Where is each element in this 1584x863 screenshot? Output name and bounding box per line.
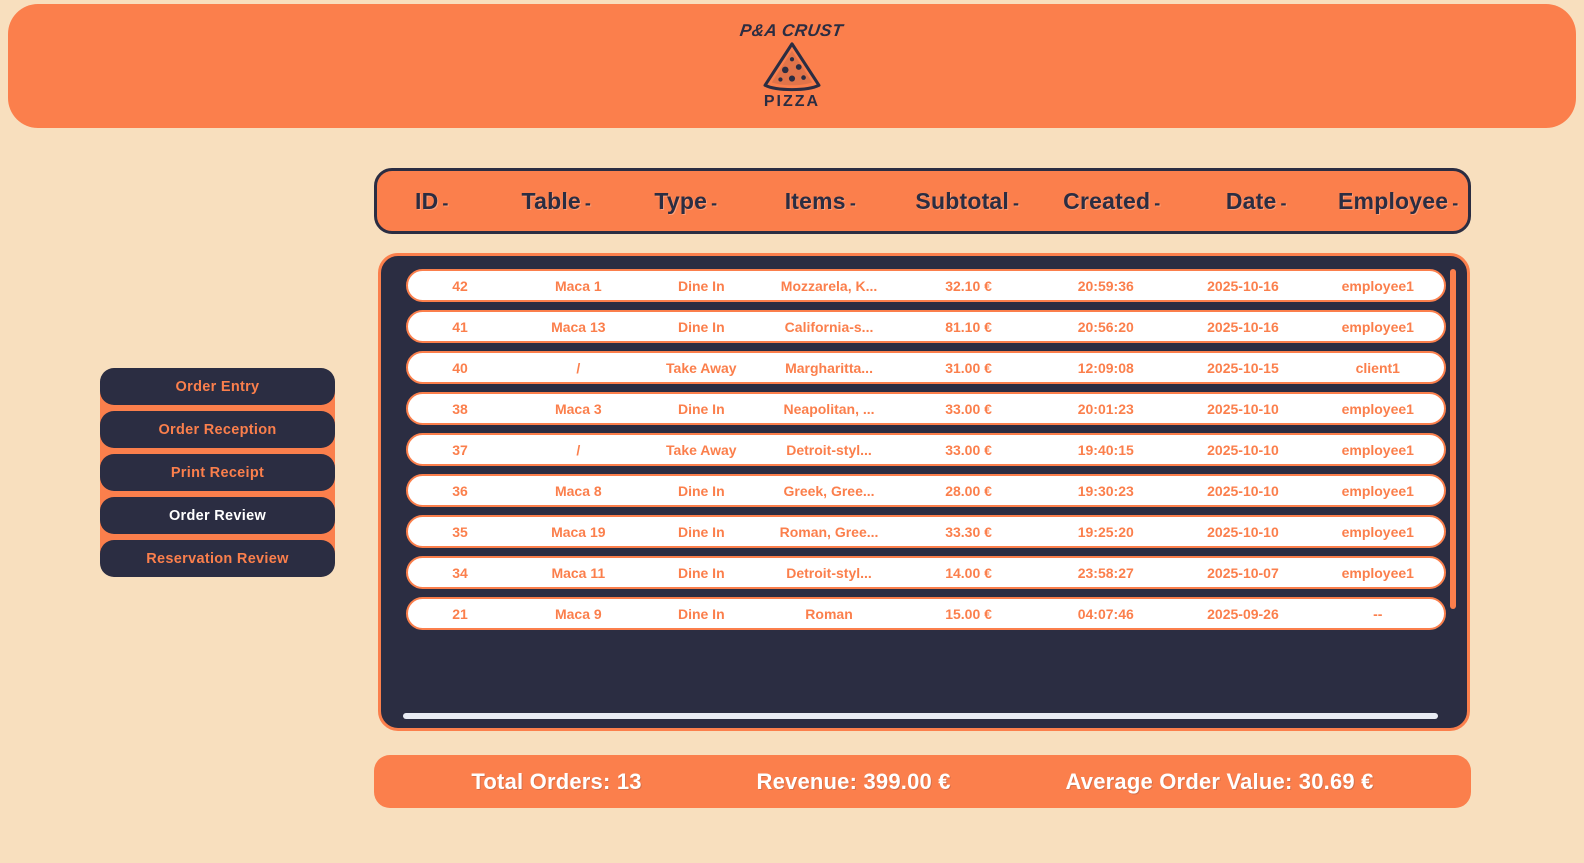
pizza-slice-icon — [761, 41, 823, 93]
sidebar-item-reservation-review[interactable] — [100, 540, 335, 577]
cell-items: Roman — [805, 605, 853, 622]
column-header-created[interactable] — [1040, 188, 1184, 215]
sidebar-item-order-entry[interactable] — [100, 368, 335, 405]
column-header-label: Date — [1225, 187, 1277, 214]
column-header-subtotal[interactable] — [895, 188, 1039, 215]
cell-employee: -- — [1373, 605, 1383, 622]
cell-type: Dine In — [677, 523, 725, 540]
cell-employee: client1 — [1355, 359, 1400, 376]
table-row[interactable] — [406, 433, 1446, 466]
cell-created: 20:56:20 — [1077, 318, 1134, 335]
cell-employee: employee1 — [1341, 441, 1414, 458]
vertical-scrollbar[interactable] — [1450, 269, 1456, 609]
cell-id: 21 — [452, 605, 468, 622]
cell-table: Maca 13 — [551, 318, 606, 335]
cell-created: 20:01:23 — [1077, 400, 1134, 417]
cell-type: Dine In — [677, 277, 725, 294]
sidebar-item-print-receipt[interactable] — [100, 454, 335, 491]
horizontal-scrollbar[interactable] — [403, 713, 1438, 719]
app-header — [8, 4, 1576, 128]
cell-subtotal: 33.00 € — [945, 400, 992, 417]
sort-indicator-icon: - — [1280, 192, 1287, 213]
cell-table: Maca 8 — [554, 482, 602, 499]
column-header-label: Items — [784, 187, 846, 214]
sort-indicator-icon: - — [442, 192, 449, 213]
sort-indicator-icon: - — [849, 192, 857, 213]
cell-type: Dine In — [677, 564, 725, 581]
table-row[interactable] — [406, 269, 1446, 302]
cell-created: 19:40:15 — [1077, 441, 1134, 458]
column-header-label: Created — [1063, 187, 1151, 214]
brand-logo — [740, 22, 843, 110]
cell-id: 41 — [452, 318, 468, 335]
cell-type: Dine In — [677, 605, 725, 622]
table-row[interactable] — [406, 515, 1446, 548]
cell-subtotal: 28.00 € — [945, 482, 992, 499]
cell-table: / — [576, 359, 581, 376]
sort-indicator-icon: - — [1452, 192, 1459, 213]
sidebar-item-label: Order Review — [168, 507, 267, 524]
cell-date: 2025-10-16 — [1207, 277, 1279, 294]
cell-date: 2025-10-15 — [1207, 359, 1279, 376]
column-header-label: Employee — [1338, 187, 1449, 214]
cell-date: 2025-10-16 — [1207, 318, 1279, 335]
column-header-label: ID — [414, 187, 439, 214]
sidebar-item-label: Print Receipt — [170, 464, 265, 481]
cell-id: 42 — [452, 277, 468, 294]
cell-table: Maca 11 — [551, 564, 606, 581]
cell-date: 2025-10-10 — [1207, 523, 1279, 540]
column-header-id[interactable] — [377, 188, 487, 215]
cell-subtotal: 33.30 € — [945, 523, 992, 540]
cell-created: 20:59:36 — [1077, 277, 1134, 294]
sort-indicator-icon: - — [1154, 192, 1161, 213]
cell-items: Greek, Gree... — [783, 482, 875, 499]
sidebar-nav — [100, 368, 335, 577]
table-row[interactable] — [406, 392, 1446, 425]
column-header-type[interactable] — [626, 188, 746, 215]
cell-employee: employee1 — [1341, 400, 1414, 417]
cell-id: 35 — [452, 523, 468, 540]
cell-employee: employee1 — [1341, 482, 1414, 499]
cell-items: Margharitta... — [785, 359, 873, 376]
average-order-value-stat: Average Order Value: 30.69 € — [1065, 768, 1374, 794]
cell-date: 2025-10-10 — [1207, 441, 1279, 458]
sidebar-item-label: Reservation Review — [146, 550, 289, 567]
cell-employee: employee1 — [1341, 564, 1414, 581]
table-row[interactable] — [406, 474, 1446, 507]
column-header-employee[interactable] — [1329, 188, 1468, 215]
cell-items: Detroit-styl... — [786, 441, 872, 458]
cell-table: / — [576, 441, 581, 458]
cell-subtotal: 32.10 € — [945, 277, 992, 294]
cell-items: Roman, Gree... — [779, 523, 879, 540]
cell-table: Maca 3 — [554, 400, 602, 417]
cell-items: Detroit-styl... — [786, 564, 872, 581]
cell-type: Dine In — [677, 482, 725, 499]
cell-id: 38 — [452, 400, 468, 417]
table-row[interactable] — [406, 597, 1446, 630]
column-header-table[interactable] — [487, 188, 626, 215]
cell-id: 34 — [452, 564, 468, 581]
table-row[interactable] — [406, 556, 1446, 589]
cell-created: 12:09:08 — [1077, 359, 1134, 376]
summary-bar — [374, 755, 1471, 808]
cell-created: 04:07:46 — [1077, 605, 1134, 622]
sidebar-item-label: Order Entry — [175, 378, 260, 395]
table-column-header — [374, 168, 1471, 234]
table-row[interactable] — [406, 310, 1446, 343]
sidebar-item-label: Order Reception — [158, 421, 277, 438]
sort-indicator-icon: - — [584, 192, 592, 213]
cell-id: 37 — [452, 441, 468, 458]
column-header-label: Table — [521, 187, 581, 214]
brand-name-top: P&A CRUST — [739, 21, 845, 40]
sidebar-item-order-review[interactable] — [100, 497, 335, 534]
cell-created: 19:25:20 — [1077, 523, 1134, 540]
cell-table: Maca 9 — [554, 605, 602, 622]
cell-type: Take Away — [666, 359, 737, 376]
cell-date: 2025-09-26 — [1207, 605, 1279, 622]
cell-id: 36 — [452, 482, 468, 499]
cell-type: Dine In — [677, 318, 725, 335]
cell-items: Neapolitan, ... — [783, 400, 875, 417]
table-row[interactable] — [406, 351, 1446, 384]
brand-name-bottom: PIZZA — [763, 93, 821, 110]
cell-type: Dine In — [677, 400, 725, 417]
cell-employee: employee1 — [1341, 318, 1414, 335]
cell-id: 40 — [452, 359, 468, 376]
cell-subtotal: 81.10 € — [945, 318, 992, 335]
orders-table-body — [406, 269, 1446, 630]
column-header-label: Type — [654, 187, 708, 214]
cell-date: 2025-10-10 — [1207, 482, 1279, 499]
cell-type: Take Away — [666, 441, 737, 458]
cell-subtotal: 31.00 € — [945, 359, 992, 376]
cell-table: Maca 19 — [551, 523, 606, 540]
cell-date: 2025-10-10 — [1207, 400, 1279, 417]
orders-table-panel — [378, 253, 1470, 731]
cell-employee: employee1 — [1341, 277, 1414, 294]
cell-table: Maca 1 — [554, 277, 602, 294]
cell-items: Mozzarela, K... — [780, 277, 878, 294]
sort-indicator-icon: - — [1013, 192, 1020, 213]
cell-subtotal: 33.00 € — [945, 441, 992, 458]
cell-items: California-s... — [784, 318, 874, 335]
cell-created: 23:58:27 — [1077, 564, 1134, 581]
cell-date: 2025-10-07 — [1207, 564, 1279, 581]
column-header-label: Subtotal — [915, 187, 1010, 214]
cell-employee: employee1 — [1341, 523, 1414, 540]
column-header-items[interactable] — [746, 188, 895, 215]
column-header-date[interactable] — [1184, 188, 1328, 215]
cell-subtotal: 14.00 € — [945, 564, 992, 581]
revenue-stat: Revenue: 399.00 € — [756, 768, 951, 794]
total-orders-stat: Total Orders: 13 — [471, 768, 642, 794]
cell-subtotal: 15.00 € — [945, 605, 992, 622]
sidebar-item-order-reception[interactable] — [100, 411, 335, 448]
sort-indicator-icon: - — [711, 192, 718, 213]
cell-created: 19:30:23 — [1077, 482, 1134, 499]
